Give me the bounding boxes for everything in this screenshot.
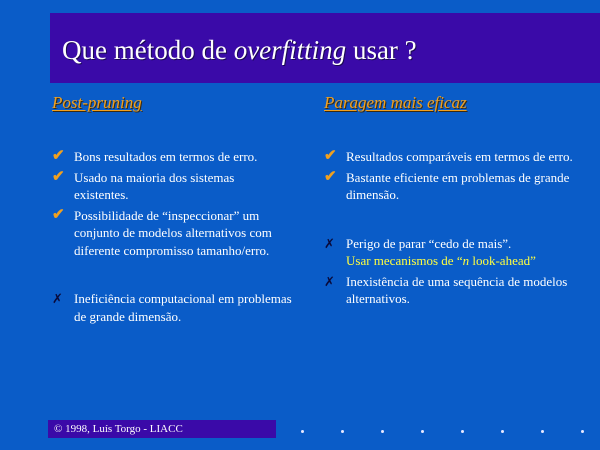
check-icon: ✔ [52,168,65,185]
cross-icon: ✗ [52,291,63,306]
list-item [324,273,584,308]
item-text: Bastante eficiente em problemas de grande dimensão. [346,169,570,202]
list-item [52,148,292,166]
note-var: n [462,253,470,268]
nav-dot [301,430,304,433]
right-column [324,148,584,308]
nav-dot [381,430,384,433]
list-item [52,169,292,204]
title-suffix: usar ? [346,35,417,65]
list-item [324,148,584,166]
look-ahead-note [346,252,584,270]
check-icon: ✔ [52,206,65,223]
slide-title [62,35,417,66]
list-item [324,169,584,204]
note-prefix: Usar mecanismos de “ [346,253,463,268]
check-icon: ✔ [52,148,65,164]
nav-dot [421,430,424,433]
list-item [324,235,584,270]
item-text: Usado na maioria dos sistemas existentes. [74,169,235,202]
title-emphasis: overfitting [233,35,347,65]
item-text: Resultados comparáveis em termos de erro. [346,149,573,164]
cross-icon: ✗ [324,235,335,251]
right-column-heading: Paragem mais eficaz [324,93,467,112]
check-icon: ✔ [324,148,337,164]
title-bar [50,13,600,83]
item-text: Possibilidade de “inspeccionar” um conjunto de modelos alternativos com diferente compromisso tamanho/erro. [74,207,272,258]
footer-copyright: © 1998, Luís Torgo - LIACC [48,420,276,438]
nav-dot [541,430,544,433]
check-icon: ✔ [324,168,337,185]
nav-dot [461,430,464,433]
cross-icon: ✗ [324,273,335,289]
list-item [52,207,292,260]
note-suffix: look-ahead” [469,253,536,268]
left-column-heading: Post-pruning [52,93,142,112]
nav-dot [581,430,584,433]
left-column [52,148,292,325]
item-text: Ineficiência computacional em problemas de grande dimensão. [74,291,292,324]
list-item [52,290,292,325]
nav-dot [501,430,504,433]
nav-dot [341,430,344,433]
item-text: Perigo de parar “cedo de mais”. [346,235,512,251]
item-text: Bons resultados em termos de erro. [74,149,258,164]
title-prefix: Que método de [62,35,234,65]
item-text: Inexistência de uma sequência de modelos alternativos. [346,273,568,306]
